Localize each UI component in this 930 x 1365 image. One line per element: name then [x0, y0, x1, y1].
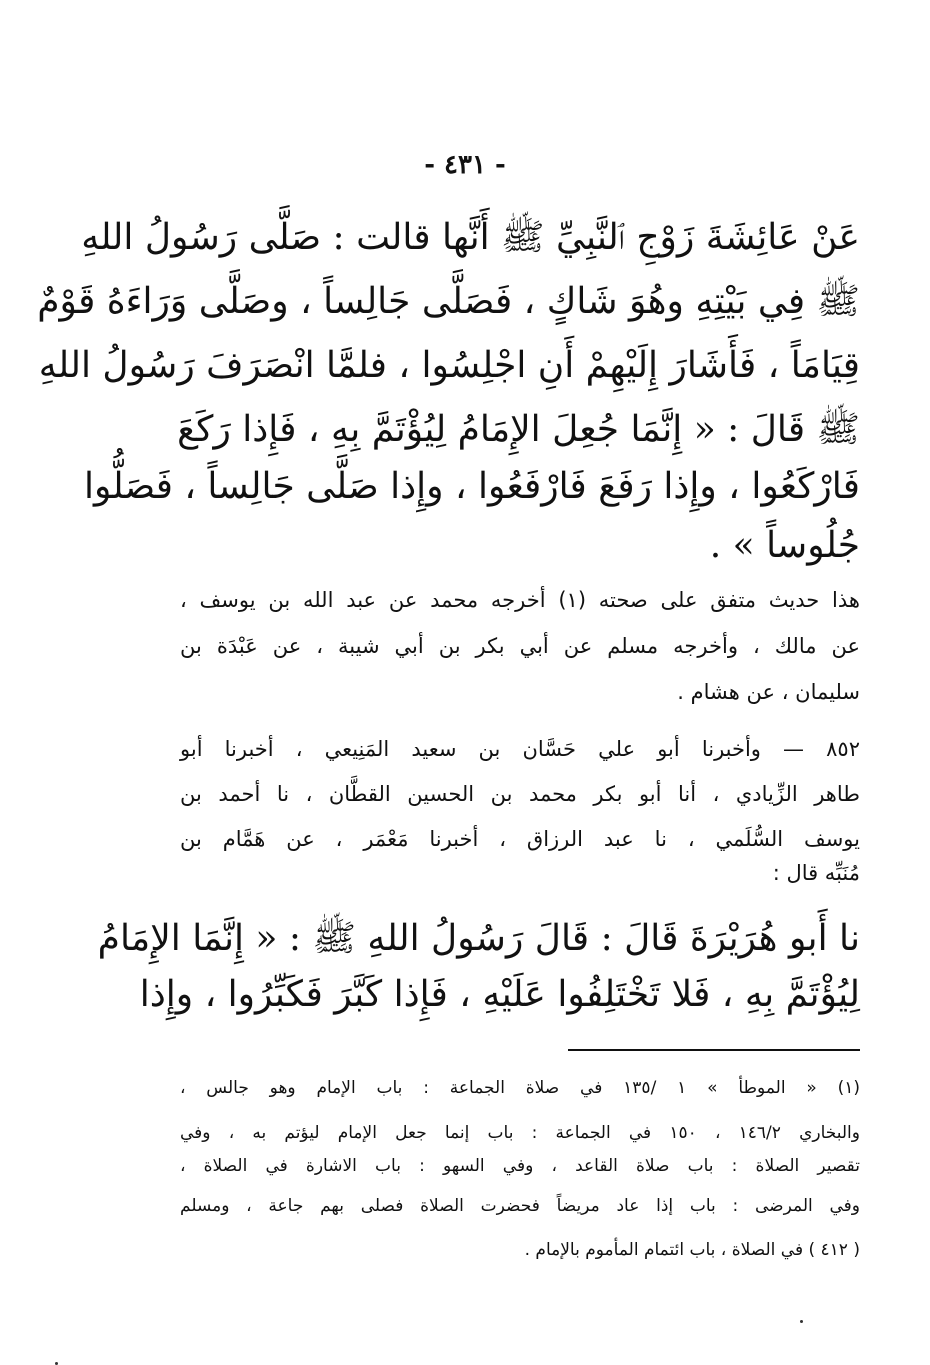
commentary-line: سليمان ، عن هشام .: [677, 680, 860, 704]
footnote-line: ( ٤١٢ ) في الصلاة ، باب ائتمام المأموم بالإمام .: [524, 1240, 860, 1260]
commentary-line: هذا حديث متفق على صحته (١) أخرجه محمد عن عبد الله بن يوسف ،: [180, 588, 860, 612]
hadith-line: جُلُوساً » .: [709, 525, 860, 566]
scan-speck: [800, 1320, 803, 1323]
footnote-separator: [568, 1049, 860, 1051]
isnad-line: ٨٥٢ — وأخبرنا أبو علي حَسَّان بن سعيد المَنِيعي ، أخبرنا أبو: [180, 737, 860, 761]
isnad-line: يوسف السُّلَمي ، نا عبد الرزاق ، أخبرنا مَعْمَر ، عن هَمَّام بن: [180, 827, 860, 851]
hadith-line: نا أَبو هُرَيْرَةَ قَالَ : قَالَ رَسُولُ اللهِ ﷺ : « إِنَّمَا الإِمَامُ: [97, 918, 860, 959]
hadith-line: ﷺ قَالَ : « إِنَّمَا جُعِلَ الإِمَامُ لِيُؤْتَمَّ بِهِ ، فَإِذا رَكَعَ: [177, 409, 860, 450]
isnad-line: مُنَبِّه قال :: [772, 861, 860, 885]
hadith-line: عَنْ عَائِشَةَ زَوْجِ ٱلنَّبِيِّ ﷺ أَنَّها قالت : صَلَّى رَسُولُ اللهِ: [81, 217, 860, 258]
commentary-line: عن مالك ، وأخرجه مسلم عن أبي بكر بن أبي شيبة ، عن عَبْدَة بن: [180, 634, 860, 658]
isnad-line: طاهر الزِّيادي ، أنا أبو بكر محمد بن الحسين القطَّان ، نا أحمد بن: [180, 782, 860, 806]
footnote-line: (١) « الموطأ » ١ /١٣٥ في صلاة الجماعة : باب الإمام وهو جالس ،: [180, 1078, 861, 1098]
hadith-line: لِيُؤْتَمَّ بِهِ ، فَلا تَخْتَلِفُوا عَلَيْهِ ، فَإِذا كَبَّرَ فَكَبِّرُوا ، وإِذا: [139, 974, 860, 1015]
page-number: - ٤٣١ -: [424, 150, 506, 180]
footnote-line: تقصير الصلاة : باب صلاة القاعد ، وفي السهو : باب الاشارة في الصلاة ،: [180, 1156, 860, 1176]
hadith-line: ﷺ فِي بَيْتِهِ وهُوَ شَاكٍ ، فَصَلَّى جَالِساً ، وصَلَّى وَرَاءَهُ قَوْمٌ: [37, 281, 860, 322]
hadith-line: فَارْكَعُوا ، وإِذا رَفَعَ فَارْفَعُوا ، وإِذا صَلَّى جَالِساً ، فَصَلُّوا: [83, 466, 860, 507]
hadith-line: قِيَامَاً ، فَأَشَارَ إِلَيْهِمْ أَنِ اجْلِسُوا ، فلمَّا انْصَرَفَ رَسُولُ اللهِ: [38, 345, 860, 386]
footnote-line: وفي المرضى : باب إذا عاد مريضاً فحضرت الصلاة فصلى بهم جاعة ، ومسلم: [180, 1196, 860, 1216]
footnote-line: والبخاري ١٤٦/٢ ، ١٥٠ في الجماعة : باب إنما جعل الإمام ليؤتم به ، وفي: [180, 1123, 860, 1143]
